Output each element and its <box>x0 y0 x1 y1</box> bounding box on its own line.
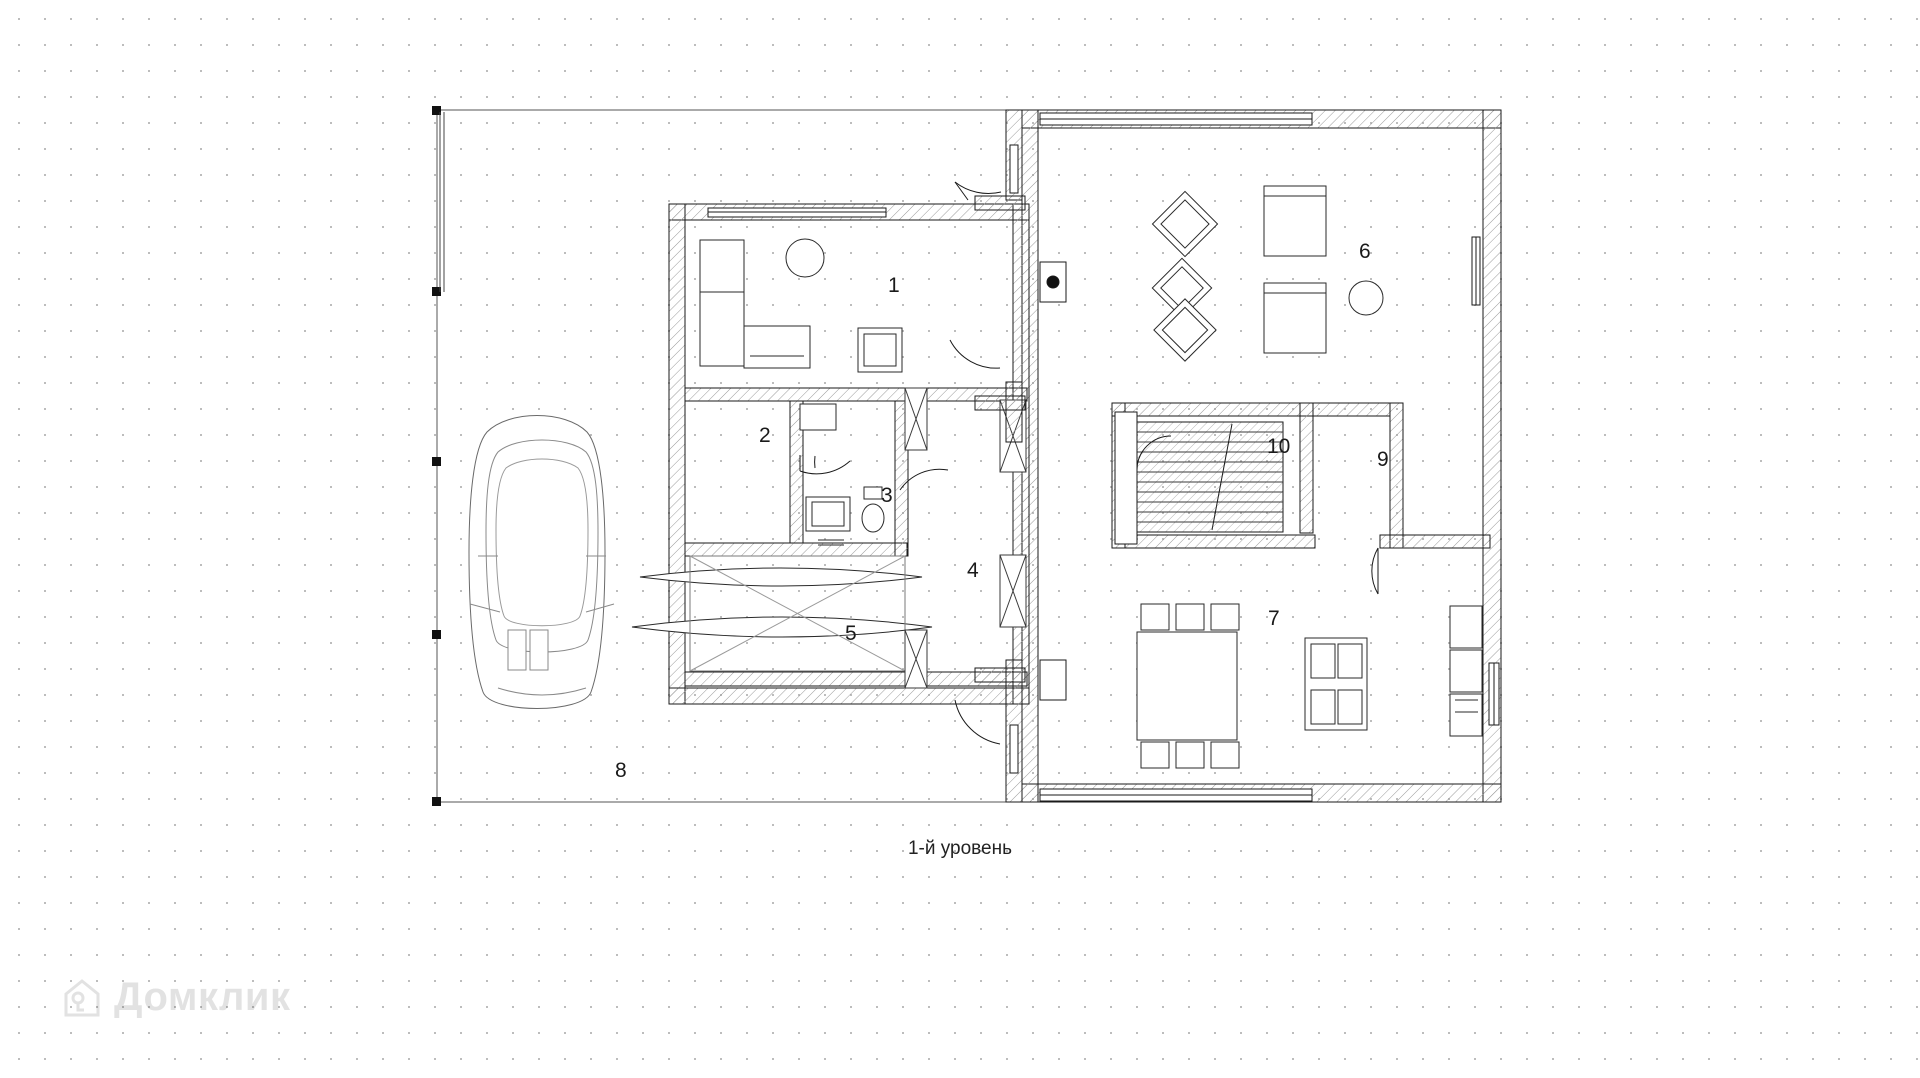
room-number-10: 10 <box>1267 435 1291 458</box>
room-number-5: 5 <box>845 622 857 645</box>
room-number-3: 3 <box>881 484 893 507</box>
room-number-6: 6 <box>1359 240 1371 263</box>
watermark <box>60 975 291 1020</box>
room-number-2: 2 <box>759 424 771 447</box>
room-number-9: 9 <box>1377 448 1389 471</box>
floor-plan-caption: 1-й уровень <box>907 838 1013 859</box>
room-number-8: 8 <box>615 759 627 782</box>
watermark-text: Домклик <box>114 975 291 1019</box>
house-key-logo-icon <box>60 976 104 1020</box>
room-number-4: 4 <box>967 559 979 582</box>
room-number-7: 7 <box>1268 607 1280 630</box>
room-number-1: 1 <box>888 274 900 297</box>
